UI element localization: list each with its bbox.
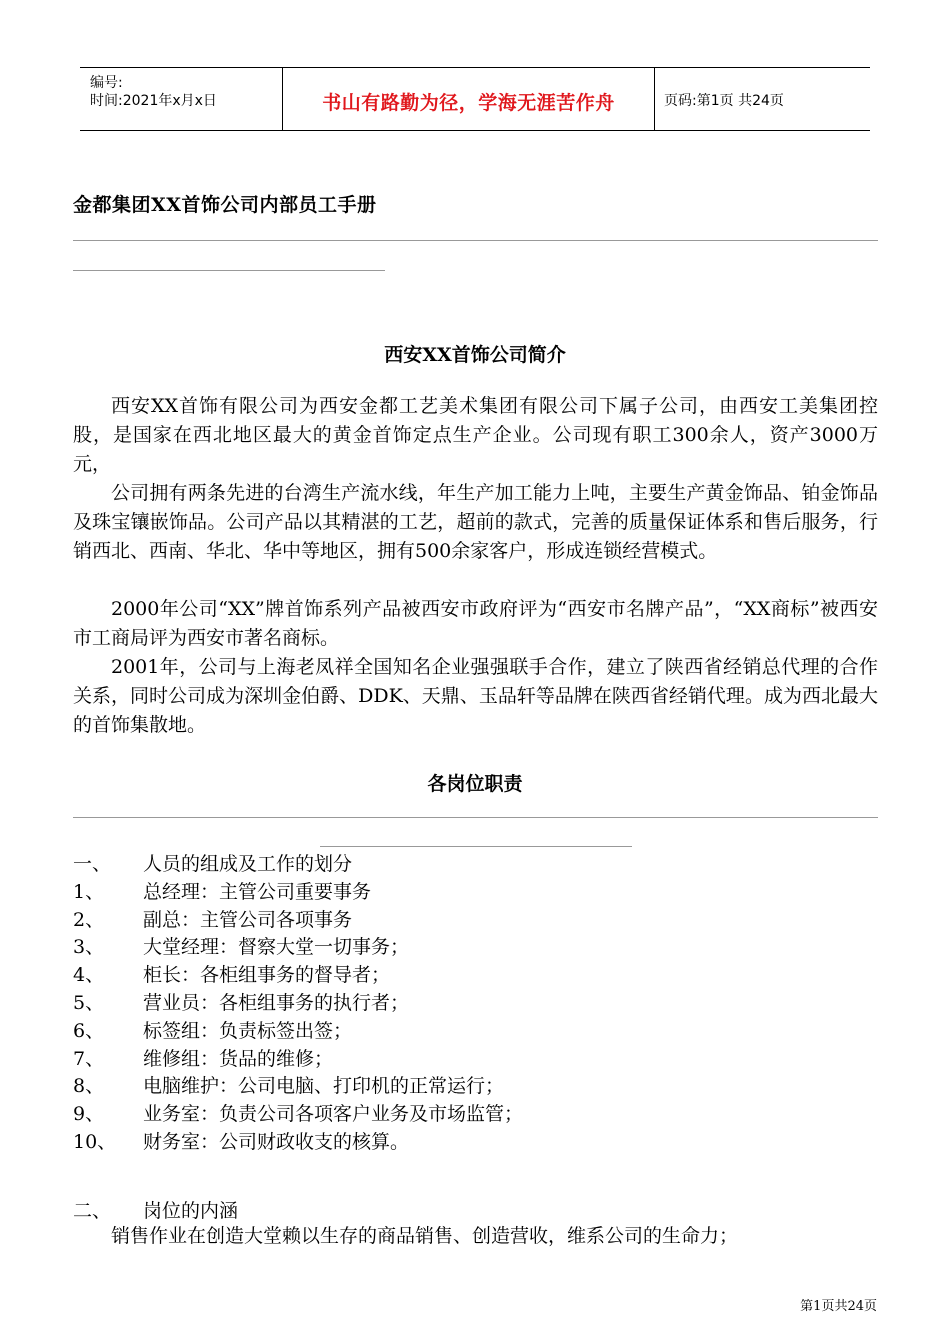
page-footer: 第1页共24页 <box>800 1299 877 1314</box>
section-heading-text: 岗位的内涵 <box>143 1200 239 1222</box>
section-heading <box>73 1196 238 1223</box>
item-number: 8、 <box>73 1075 105 1098</box>
section-number: 二、 <box>73 1200 112 1222</box>
list-item <box>73 1101 893 1129</box>
list-item <box>73 1073 893 1101</box>
list-item <box>73 934 893 962</box>
item-number: 10、 <box>73 1130 117 1153</box>
item-number: 3、 <box>73 936 105 959</box>
header-page-cell <box>664 68 870 130</box>
item-text: 标签组：负责标签出签； <box>143 1019 353 1042</box>
list-item <box>73 907 893 935</box>
section-heading-text: 人员的组成及工作的划分 <box>143 853 353 875</box>
item-text: 副总：主管公司各项事务 <box>143 908 353 931</box>
item-number: 9、 <box>73 1103 105 1126</box>
item-number: 1、 <box>73 880 105 903</box>
item-text: 业务室：负责公司各项客户业务及市场监管； <box>143 1103 524 1126</box>
section-number: 一、 <box>73 853 112 875</box>
item-text: 大堂经理：督察大堂一切事务； <box>143 936 410 959</box>
item-number: 6、 <box>73 1019 105 1042</box>
document-title: 金都集团XX首饰公司内部员工手册 <box>73 194 377 216</box>
item-number: 4、 <box>73 964 105 987</box>
intro-paragraph: 2000年公司“XX”牌首饰系列产品被西安市政府评为“西安市名牌产品”，“XX商标”被西安市工商局评为西安市著名商标。 <box>73 598 878 649</box>
intro-paragraph: 西安XX首饰有限公司为西安金都工艺美术集团有限公司下属子公司，由西安工美集团控股，是国家在西北地区最大的黄金首饰定点生产企业。公司现有职工300余人，资产3000万元， <box>73 395 878 475</box>
divider-line <box>320 846 632 847</box>
list-item <box>73 990 893 1018</box>
page-header <box>80 67 870 131</box>
item-text: 电脑维护：公司电脑、打印机的正常运行； <box>143 1075 505 1098</box>
divider-line <box>73 270 385 271</box>
page-label: 页码:第1页 共24页 <box>664 93 784 109</box>
intro-title: 西安XX首饰公司简介 <box>384 344 566 366</box>
list-item <box>73 1129 893 1157</box>
item-number: 2、 <box>73 908 105 931</box>
motto: 书山有路勤为径，学海无涯苦作舟 <box>322 92 615 114</box>
item-number: 5、 <box>73 991 105 1014</box>
list-item <box>73 1046 893 1074</box>
item-text: 柜长：各柜组事务的督导者； <box>143 964 391 987</box>
divider-line <box>73 817 878 818</box>
intro-paragraph: 公司拥有两条先进的台湾生产流水线，年生产加工能力上吨，主要生产黄金饰品、铂金饰品及珠宝镶嵌饰品。公司产品以其精湛的工艺，超前的款式，完善的质量保证体系和售后服务，行销西北、西南、华北、华中等地区，拥有500余家客户，形成连锁经营模式。 <box>73 482 878 562</box>
section-heading <box>73 851 893 879</box>
section-paragraph: 销售作业在创造大堂赖以生存的商品销售、创造营收，维系公司的生命力； <box>111 1225 739 1247</box>
list-item <box>73 1018 893 1046</box>
item-text: 财务室：公司财政收支的核算。 <box>143 1130 410 1153</box>
item-number: 7、 <box>73 1047 105 1070</box>
intro-paragraph: 2001年，公司与上海老凤祥全国知名企业强强联手合作，建立了陕西省经销总代理的合作关系，同时公司成为深圳金伯爵、DDK、天鼎、玉品轩等品牌在陕西省经销代理。成为西北最大的首饰集散地。 <box>73 656 878 736</box>
header-motto-cell <box>283 68 655 130</box>
time-label: 时间:2021年x月x日 <box>90 93 217 109</box>
list-item <box>73 962 893 990</box>
list-item <box>73 879 893 907</box>
header-meta-cell <box>80 68 283 130</box>
number-label: 编号: <box>90 75 123 91</box>
item-text: 维修组：货品的维修； <box>143 1047 334 1070</box>
item-text: 营业员：各柜组事务的执行者； <box>143 991 410 1014</box>
item-text: 总经理：主管公司重要事务 <box>143 880 372 903</box>
staff-list <box>73 851 893 1157</box>
divider-line <box>73 240 878 241</box>
duties-title: 各岗位职责 <box>427 773 523 795</box>
